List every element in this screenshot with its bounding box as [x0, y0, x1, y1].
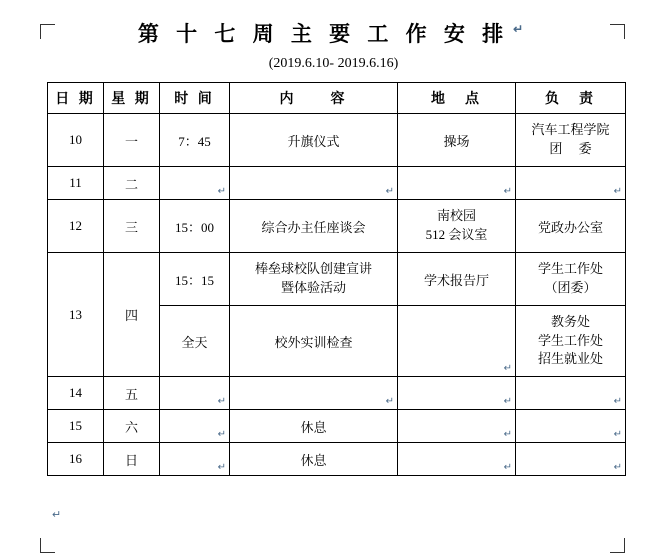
document-page	[0, 18, 647, 559]
paragraph-mark: ↵	[503, 429, 512, 440]
paragraph-mark: ↵	[217, 429, 226, 440]
cell-weekday: 三	[104, 200, 160, 253]
cell-responsible	[516, 167, 626, 200]
paragraph-mark: ↵	[503, 186, 512, 197]
paragraph-mark: ↵	[503, 396, 512, 407]
cell-time: 7：45	[160, 114, 230, 167]
cell-weekday: 二	[104, 167, 160, 200]
cell-time	[160, 377, 230, 410]
paragraph-mark-title: ↵	[513, 22, 530, 36]
cell-responsible	[516, 410, 626, 443]
cell-responsible: 党政办公室	[516, 200, 626, 253]
cell-place	[398, 443, 516, 476]
paragraph-mark: ↵	[503, 462, 512, 473]
paragraph-mark: ↵	[613, 462, 622, 473]
cell-content	[230, 167, 398, 200]
cell-weekday: 五	[104, 377, 160, 410]
page-title-text: 第 十 七 周 主 要 工 作 安 排	[137, 22, 510, 46]
cell-responsible-line-2: （团委）	[544, 280, 597, 295]
column-header-time: 时 间	[160, 83, 230, 114]
paragraph-mark: ↵	[217, 186, 226, 197]
cell-time: 15：15	[160, 253, 230, 306]
table-row	[48, 443, 626, 476]
cell-weekday: 四	[104, 253, 160, 377]
cell-place-line-2: 512 会议室	[425, 227, 488, 242]
cell-place	[398, 306, 516, 377]
cell-time: 全天	[160, 306, 230, 377]
cell-content	[230, 253, 398, 306]
cell-responsible-line-1: 汽车工程学院	[531, 122, 610, 138]
cell-responsible-line-1: 教务处	[550, 313, 590, 329]
cell-date: 10	[48, 114, 104, 167]
column-header-content: 内 容	[230, 83, 398, 114]
schedule-table	[47, 82, 626, 476]
page-subtitle-text: (2019.6.10- 2019.6.16)	[268, 56, 399, 71]
cell-responsible-line-1: 学生工作处	[537, 261, 603, 277]
cell-responsible-line-3: 招生就业处	[537, 351, 603, 367]
cell-time	[160, 443, 230, 476]
cell-responsible	[516, 306, 626, 377]
cell-date: 14	[48, 377, 104, 410]
page-corner-mark-bottom-right	[610, 538, 625, 553]
cell-place: 学术报告厅	[398, 253, 516, 306]
paragraph-mark: ↵	[503, 363, 512, 374]
page-corner-mark-top-right	[610, 24, 625, 39]
table-row	[48, 410, 626, 443]
cell-responsible-line-2: 团 委	[549, 141, 592, 156]
cell-responsible	[516, 114, 626, 167]
paragraph-mark: ↵	[217, 396, 226, 407]
table-row	[48, 377, 626, 410]
cell-date: 11	[48, 167, 104, 200]
cell-date: 15	[48, 410, 104, 443]
paragraph-mark: ↵	[613, 186, 622, 197]
table-row	[48, 114, 626, 167]
paragraph-mark: ↵	[613, 429, 622, 440]
cell-content	[230, 377, 398, 410]
page-subtitle	[0, 56, 647, 72]
cell-content: 升旗仪式	[230, 114, 398, 167]
cell-date: 12	[48, 200, 104, 253]
cell-time	[160, 410, 230, 443]
cell-date: 16	[48, 443, 104, 476]
cell-place-line-1: 南校园	[436, 208, 476, 224]
cell-content-line-1: 棒垒球校队创建宣讲	[254, 261, 372, 277]
cell-place	[398, 200, 516, 253]
cell-weekday: 日	[104, 443, 160, 476]
cell-responsible	[516, 443, 626, 476]
cell-place	[398, 167, 516, 200]
column-header-responsible: 负 责	[516, 83, 626, 114]
paragraph-mark: ↵	[613, 396, 622, 407]
cell-content: 休息	[230, 443, 398, 476]
cell-place: 操场	[398, 114, 516, 167]
cell-weekday: 六	[104, 410, 160, 443]
cell-content-line-2: 暨体验活动	[280, 280, 346, 295]
cell-content: 休息	[230, 410, 398, 443]
column-header-place: 地 点	[398, 83, 516, 114]
table-row	[48, 253, 626, 306]
page-corner-mark-bottom-left	[40, 538, 55, 553]
cell-time: 15：00	[160, 200, 230, 253]
cell-weekday: 一	[104, 114, 160, 167]
column-header-date: 日 期	[48, 83, 104, 114]
table-header-row	[48, 83, 626, 114]
cell-responsible-line-2: 学生工作处	[537, 332, 603, 348]
paragraph-mark: ↵	[385, 186, 394, 197]
cell-responsible	[516, 377, 626, 410]
cell-place	[398, 410, 516, 443]
cell-place	[398, 377, 516, 410]
cell-responsible	[516, 253, 626, 306]
paragraph-mark: ↵	[217, 462, 226, 473]
cell-content: 综合办主任座谈会	[230, 200, 398, 253]
cell-content: 校外实训检查	[230, 306, 398, 377]
page-corner-mark-top-left	[40, 24, 55, 39]
table-row	[48, 167, 626, 200]
paragraph-mark: ↵	[385, 396, 394, 407]
page-title	[0, 18, 647, 48]
table-row	[48, 200, 626, 253]
column-header-weekday: 星 期	[104, 83, 160, 114]
cell-time	[160, 167, 230, 200]
paragraph-mark-after-table: ↵	[52, 509, 62, 521]
cell-date: 13	[48, 253, 104, 377]
